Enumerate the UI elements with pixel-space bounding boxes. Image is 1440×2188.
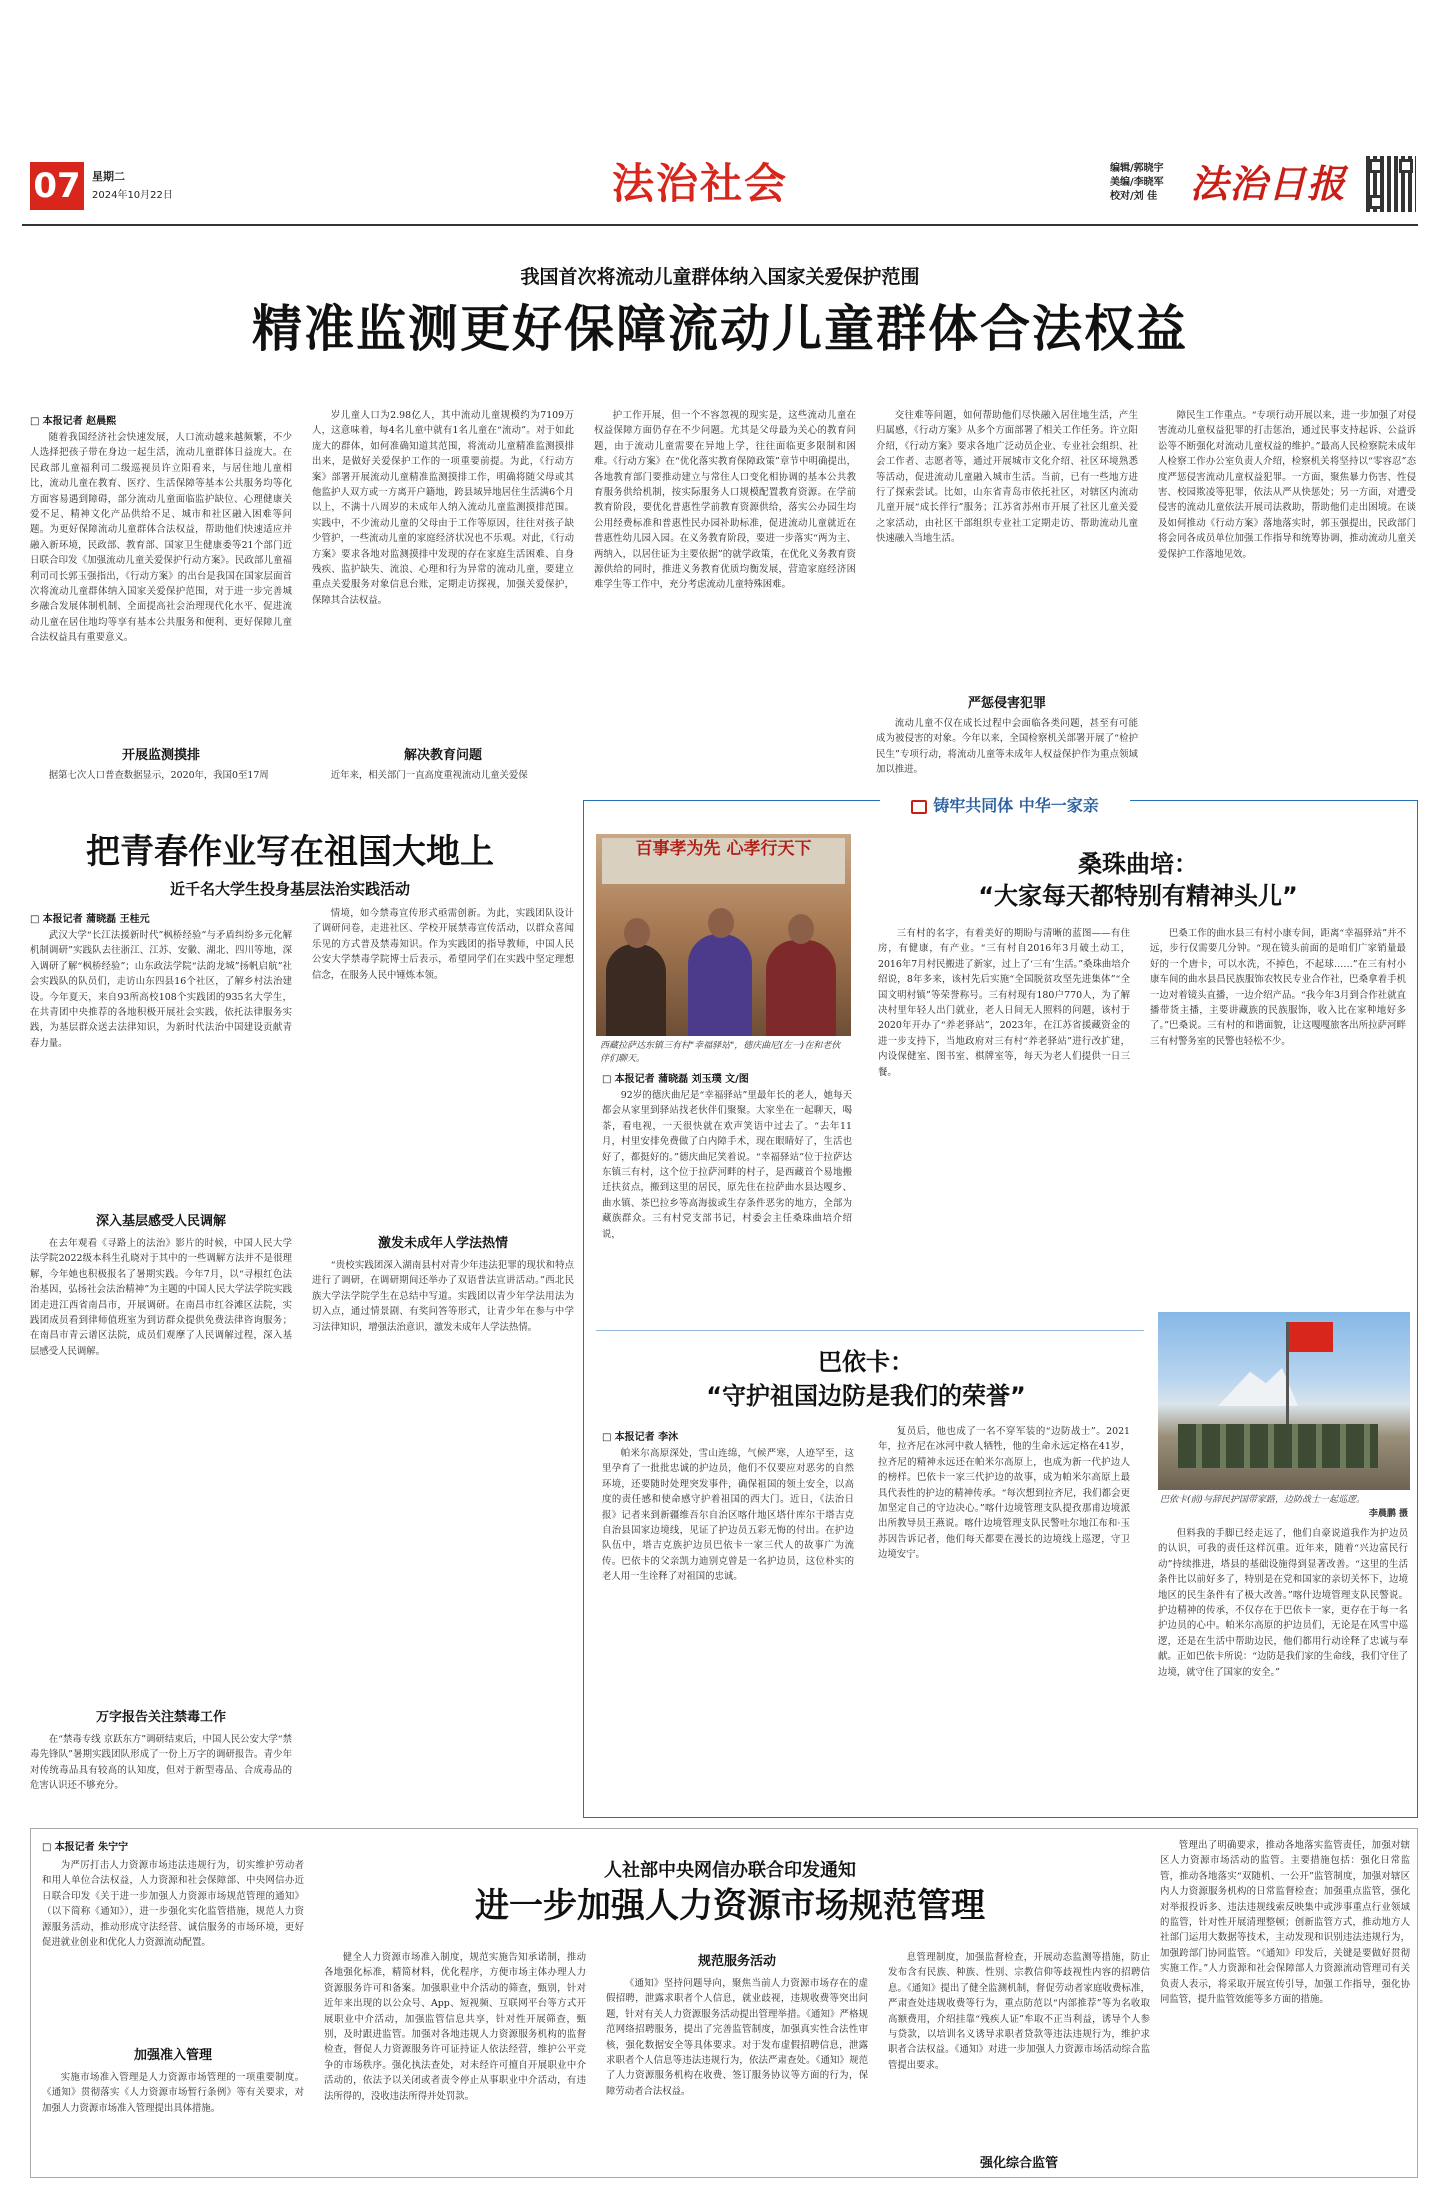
youth-subtitle: 近千名大学生投身基层法治实践活动	[169, 880, 410, 898]
masthead-rule	[22, 224, 1418, 226]
bayi-byline: □ 本报记者 李沐	[602, 1428, 678, 1443]
bayi-p2: 复员后，他也成了一名不穿军装的“边防战士”。2021年，拉齐尼在冰河中救人牺牲，他的生命永远定格在41岁，拉齐尼的精神永远还在帕米尔高原上，也成为新一代护边人的榜样。巴依卡一家三代护边的故事，成为帕米尔高原上最具代表性的护边的精神传承。“每次想到拉齐尼，我们都会更加坚定自己的守边决心。”喀什边境管理支队提孜那甫边境派出所教导员王燕说。喀什边境管理支队民警吐尔地江布和·玉苏因告诉记者，他们每天都要在漫长的边境线上巡逻，守卫边境安宁。	[878, 1426, 1130, 1561]
sang-divider	[596, 1330, 1144, 1331]
editor-line: 编辑/郭晓宇	[1110, 163, 1164, 174]
section-title: 法治社会	[612, 159, 789, 208]
sang-headline: 桑珠曲培：	[1078, 850, 1198, 878]
youth-byline: □ 本报记者 蒲晓磊 王桂元	[30, 910, 150, 925]
hr-p4: 《通知》坚持问题导向，聚焦当前人力资源市场存在的虚假招聘，泄露求职者个人信息，就业歧视，违规收费等突出问题，针对有关人力资源服务活动提出管理举措。《通知》严格规范网络招聘服务，提出了完善监管制度，加强真实性合法性审核，强化数据安全等具体要求。对于发布虚假招聘信息，泄露求职者个人信息等违法违规行为，依法严肃查处。《通知》规范了人力资源服务机构在收费、签订服务协议等方面的行为，保障劳动者合法权益。	[606, 1978, 868, 2097]
lead-byline: □ 本报记者 赵晨熙	[30, 412, 116, 427]
youth-subhead-1: 深入基层感受人民调解	[95, 1214, 226, 1229]
lead-p5: 护工作开展，但一个不容忽视的现实是，这些流动儿童在权益保障方面仍存在不少问题。尤其是父母最为关心的教育问题，由于流动儿童需要在异地上学，往往面临更多限制和困难。《行动方案》在“优化落实教育保障政策”章节中明确提出，各地教育部门要推动建立与常住人口变化相协调的基本公共教育服务供给机制，按实际服务人口规模配置教育资源。在学前教育阶段，要优化普惠性学前教育资源供给，落实公办园生均公用经费标准和普惠性民办园补助标准，促进流动儿童就近在普惠性幼儿园入园。在义务教育阶段，要进一步落实“两为主、两纳入，以居住证为主要依据”的就学政策，在优化义务教育资源供给的同时，推进义务教育优质均衡发展，营造家庭经济困难学生等工作中，充分考虑流动儿童特殊困难。	[594, 410, 856, 591]
youth-p5: “贵校实践团深入湖南县村对青少年违法犯罪的现状和特点进行了调研，在调研期间还举办了双语普法宣讲活动。”西北民族大学法学院学生在总结中写道。实践团以青少年学法用法为切入点，通过情景剧、有奖问答等形式，让青少年在参与中学习法律知识，增强法治意识，激发未成年人学法热情。	[312, 1260, 574, 1333]
proofreader-line: 校对/刘 佳	[1110, 191, 1158, 202]
bayi-p3: 但料我的手脚已经走远了，他们自豪说道我作为护边员的认识，可我的责任这样沉重。近年来，随着“兴边富民行动”持续推进，塔县的基础设施得到显著改善。“这里的生活条件比以前好多了，特别是在党和国家的亲切关怀下，边境地区的民生条件有了极大改善。”喀什边境管理支队民警说。护边精神的传承，不仅存在于巴依卡一家，更存在于每一名护边员的心中。帕米尔高原的护边员们，无论是在风雪中巡逻，还是在生活中帮助边民，他们都用行动诠释了忠诚与奉献。正如巴依卡所说：“边防是我们家的生命线，我们守住了边境，就守住了国家的安全。”	[1158, 1528, 1408, 1678]
photo-sign-board: 百事孝为先 心孝行天下	[602, 838, 845, 884]
youth-subhead-2: 万字报告关注禁毒工作	[95, 1710, 226, 1725]
lead-headline: 精准监测更好保障流动儿童群体合法权益	[252, 300, 1188, 358]
hr-p5: 息管理制度，加强监督检查，开展动态监测等措施，防止发布含有民族、种族、性别、宗教信仰等歧视性内容的招聘信息。《通知》提出了健全监测机制，督促劳动者家庭收费标准，严肃查处违规收费等行为，重点防范以“内部推荐”等为名收取高额费用，介绍挂靠“残疾人证”牟取不正当利益，诱导个人参与贷款，以培训名义诱导求职者贷款等违法违规行为，维护求职者合法权益。《通知》对进一步加强人力资源市场活动综合监管提出要求。	[888, 1952, 1150, 2071]
lead-col-2-foot	[312, 768, 574, 786]
youth-p3: 在“禁毒专线 京跃东方”调研结束后，中国人民公安大学“禁毒先锋队”暑期实践团队形成了一份上万字的调研报告。青少年对传统毒品具有较高的认知度，但对于新型毒品、合成毒品的危害认识还不够充分。	[30, 1734, 292, 1792]
photo2-caption: 巴依卡(前)与辞民护国带家路，边防战士一起巡逻。	[1160, 1495, 1366, 1505]
hr-kicker: 人社部中央网信办联合印发通知	[604, 1860, 856, 1881]
sang-col-3	[1150, 926, 1406, 1308]
lead-p8: 障民生工作重点。“专项行动开展以来，进一步加强了对侵害流动儿童权益犯罪的打击惩治，通过民事支持起诉、公益诉讼等不断强化对流动儿童权益的维护。”最高人民检察院未成年人检察工作办公室负责人介绍，检察机关将坚持以“零容忍”态度严惩侵害流动儿童权益犯罪。一方面，聚焦暴力伤害、性侵害、校园欺凌等犯罪，依法从严从快惩处；另一方面，对遭受侵害的流动儿童依法开展司法救助，帮助他们走出困境。在谈及如何推动《行动方案》落地落实时，郭玉强提出，民政部门将会同各成员单位加强工作指导和统筹协调，推动流动儿童关爱保护工作落地见效。	[1158, 410, 1416, 560]
issue-weekday: 星期二	[92, 170, 125, 183]
youth-col-2b	[312, 1258, 574, 1812]
youth-col-1	[30, 928, 292, 1198]
lead-p4: 近年来，相关部门一直高度重视流动儿童关爱保	[330, 770, 528, 781]
hr-col-5	[1160, 1838, 1410, 2172]
sang-p1: 92岁的德庆曲尼是“幸福驿站”里最年长的老人，她每天都会从家里到驿站找老伙伴们聚聚。大家坐在一起聊天，喝茶，看电视，一天很快就在欢声笑语中过去了。“去年11月，村里安排免费做了白内障手术，现在眼睛好了，生活也好了，都挺好的。”德庆曲尼笑着说。“幸福驿站”位于拉萨达东镇三有村，这个位于拉萨河畔的村子，是西藏首个易地搬迁扶贫点，搬到这里的居民，原先住在拉萨曲水县达嘎乡、曲水镇、茶巴拉乡等高海拔或生存条件恶劣的地方，全部为藏族群众。三有村党支部书记，村委会主任桑珠曲培介绍说，	[602, 1090, 852, 1240]
hr-p2: 实施市场准入管理是人力资源市场管理的一项重要制度。《通知》贯彻落实《人力资源市场暂行条例》等有关要求，对加强人力资源市场准入管理提出具体措施。	[42, 2072, 304, 2114]
sang-col-2	[878, 926, 1130, 1320]
lead-p3: 岁儿童人口为2.98亿人，其中流动儿童规模约为7109万人，这意味着，每4名儿童中就有1名儿童在“流动”。对于如此庞大的群体，如何准确知道其范围，将流动儿童精准监测摸排出来，是做好关爱保护工作的一项重要前提。为此，《行动方案》部署开展流动儿童精准监测摸排工作，明确将随父母或其他监护人双方或一方离开户籍地，跨县域异地居住生活满6个月以上，不满十八周岁的未成年人纳入流动儿童监测摸排范围。实践中，不少流动儿童的父母由于工作等原因，往往对孩子缺少管护，一些流动儿童的家庭经济状况也不乐观。对此，《行动方案》要求各地对监测摸排中发现的存在家庭生活困难、自身残疾、监护缺失、流浪、心理和行为异常的流动儿童，要建立重点关爱服务对象信息台账，定期走访探视，加强关爱保护，保障其合法权益。	[312, 410, 574, 606]
bayi-headline: 巴依卡：	[818, 1348, 914, 1376]
hr-col-4	[888, 1950, 1150, 2146]
hr-subhead-3: 强化综合监管	[979, 2156, 1058, 2171]
lead-p7: 流动儿童不仅在成长过程中会面临各类问题，甚至有可能成为被侵害的对象。今年以来，全国检察机关部署开展了“检护民生”专项行动，将流动儿童等未成年人权益保护作为重点领域加以推进。	[876, 718, 1138, 776]
youth-subhead-3: 激发未成年人学法热情	[377, 1236, 508, 1251]
sang-quote: “大家每天都特别有精神头儿”	[978, 882, 1298, 910]
photo1-caption: 西藏拉萨达东镇三有村"幸福驿站"，德庆曲尼(左一)在和老伙伴们聊天。	[600, 1041, 841, 1064]
bayi-col-1	[602, 1446, 854, 1810]
page-number-badge: 07	[30, 162, 84, 210]
hr-p3: 健全人力资源市场准入制度，规范实施告知承诺制，推动各地强化标准，精简材料，优化程序，方便市场主体办理人力资源服务许可和备案。加强职业中介活动的筛查，甄别，针对近年来出现的以公众号、App、短视频、互联网平台等方式开展职业中介活动，加强监管信息共享，针对性开展筛查，甄别，及时跟进监管。加强对各地违规人力资源服务机构的监督检查，督促人力资源服务许可证持证人依法经营，维护公平竞争的市场秩序。强化执法查处，对未经许可擅自开展职业中介活动的，依法予以关闭或者责令停止从事职业中介活动，有违法所得的，没收违法所得并处罚款。	[324, 1952, 586, 2102]
qr-code-icon	[1366, 156, 1416, 212]
hr-byline: □ 本报记者 朱宁宁	[42, 1838, 128, 1853]
hr-subhead-2: 规范服务活动	[697, 1954, 776, 1969]
newspaper-logo: 法治日报	[1190, 161, 1347, 206]
youth-col-1b	[30, 1236, 292, 1696]
issue-date: 2024年10月22日	[92, 190, 173, 201]
column-banner-text: 铸牢共同体 中华一家亲	[933, 796, 1099, 815]
lead-p2: 据第七次人口普查数据显示，2020年，我国0至17周	[48, 770, 269, 781]
hr-p1: 为严厉打击人力资源市场违法违规行为，切实维护劳动者和用人单位合法权益，人力资源和社会保障部、中央网信办近日联合印发《关于进一步加强人力资源市场规范管理的通知》（以下简称《通知》），进一步强化实化监管措施，规范人力资源服务活动，推动形成守法经营、诚信服务的市场环境，更好促进就业创业和优化人力资源流动配置。	[42, 1860, 304, 1949]
bayi-p1: 帕米尔高原深处，雪山连绵，气候严寒，人迹罕至，这里孕育了一批批忠诚的护边员，他们不仅要应对恶劣的自然环境，还要随时处理突发事件，确保祖国的领土安全，以高度的责任感和使命感守护着祖国的西大门。近日，《法治日报》记者来到新疆维吾尔自治区喀什地区塔什库尔干塔吉克自治县国家边境线，见证了护边员五彩无悔的付出。在护边队伍中，塔吉克族护边员巴依卡一家三代人的故事广为流传。巴依卡的父亲凯力迪别克曾是一名护边员，这位朴实的老人用一生诠释了对祖国的忠诚。	[602, 1448, 854, 1583]
lead-col-1	[30, 430, 292, 732]
hr-col-1	[42, 1858, 304, 2028]
lead-col-1-foot	[30, 768, 292, 786]
column-banner-icon	[911, 800, 927, 814]
masthead	[22, 152, 1418, 224]
hr-col-1b	[42, 2070, 304, 2170]
hr-subhead-1: 加强准入管理	[133, 2048, 212, 2063]
lead-kicker: 我国首次将流动儿童群体纳入国家关爱保护范围	[520, 266, 920, 288]
lead-col-2	[312, 408, 574, 728]
lead-col-4	[876, 408, 1138, 686]
bayi-col-2	[878, 1424, 1130, 1810]
lead-col-3	[594, 408, 856, 788]
sang-p2: 三有村的名字，有着美好的期盼与清晰的蓝图——有住房，有健康，有产业。“三有村自2016年3月破土动工，2016年7月村民搬进了新家，过上了‘三有’生活。”桑珠曲培介绍说，8年多来，该村先后实施“全国脱贫攻坚先进集体”“全国文明村镇”等荣誉称号。三有村现有180户770人，为了解决村里年轻人出门就业，老人日间无人照料的问题，该村于2020年开办了“养老驿站”，2023年，在江苏省援藏资金的进一步支持下，当地政府对三有村“养老驿站”进行改扩建，内设保健室、图书室、棋牌室等，每天为老人们提供一日三餐。	[878, 928, 1130, 1078]
lead-subhead-3: 严惩侵害犯罪	[967, 696, 1046, 711]
youth-headline: 把青春作业写在祖国大地上	[86, 832, 494, 872]
hr-headline: 进一步加强人力资源市场规范管理	[475, 1886, 985, 1926]
photo-border-patrol	[1158, 1312, 1410, 1490]
hr-p6: 管理出了明确要求，推动各地落实监管责任，加强对辖区人力资源市场活动的监管。主要措施包括：强化日常监管，推动各地落实“双随机、一公开”监管制度，加强对辖区内人力资源服务机构的日常监督检查；加强重点监管，强化对举报投诉多、违法违规线索反映集中或涉事重点行业领域的监管，针对性开展清理整顿；创新监管方式，推动地方人社部门运用大数据等技术，主动发现和识别违法违规行为，加强跨部门协同监管。“《通知》印发后，关键是要做好贯彻实施工作。”人力资源和社会保障部人力资源流动管理司有关负责人表示，将采取开展宣传引导，加强工作指导，强化协同监管，提升监管效能等多方面的措施。	[1160, 1840, 1410, 2006]
lead-col-5	[1158, 408, 1416, 788]
sang-p3: 巴桑工作的曲水县三有村小康专间，距离“幸福驿站”并不远，步行仅需要几分钟。“现在镜头前面的是咱们广家销量最好的一个唐卡，可以水洗，不掉色，不起球……”在三有村小康车间的曲水县昌民族服饰农牧民专业合作社，巴桑拿着手机一边对着镜头直播，一边介绍产品。“我今年3月到合作社就直播带货主播，主要讲藏族的民族服饰，收入比在家种地好多了。”巴桑说。三有村的和谐面貌，让这嘎嘎旅客出所拉萨河畔三有村警务室的民警也轻松不少。	[1150, 928, 1406, 1047]
bayi-col-3	[1158, 1526, 1408, 1810]
youth-col-1c	[30, 1732, 292, 1812]
column-banner	[880, 793, 1130, 819]
youth-p2: 在去年观看《寻路上的法治》影片的时候，中国人民大学法学院2022级本科生孔晓对于其中的一些调解方法并不是很理解，今年她也积极报名了暑期实践。今年7月，以“寻根红色法治基因，弘扬社会法治精神”为主题的中国人民大学法学院实践团走进江西省南昌市，开展调研。在南昌市红谷滩区法院，实践团成员看到律师值班室为到访群众提供免费法律咨询服务；在南昌市青云谱区法院，成员们观摩了人民调解过程，深入基层感受人民调解。	[30, 1238, 292, 1357]
flag-icon	[1289, 1322, 1333, 1352]
lead-p6: 交往难等问题，如何帮助他们尽快融入居住地生活，产生归属感，《行动方案》从多个方面部署了相关工作任务。许立阳介绍，《行动方案》要求各地广泛动员企业、专业社会组织、社会工作者、志愿者等，通过开展城市文化介绍、社区环境熟悉等活动，促进流动儿童融入城市生活。当前，已有一些地方进行了探索尝试。比如，山东省青岛市依托社区，对辖区内流动儿童开展“成长伴行”服务；江苏省苏州市开展了社区儿童关爱之家活动，由社区干部组织专业社工定期走访、帮助流动儿童快速融入当地生活。	[876, 410, 1138, 545]
editor-credits	[1110, 162, 1164, 204]
lead-subhead-2: 解决教育问题	[403, 748, 482, 763]
sang-col-1	[602, 1088, 852, 1320]
lead-col-4-foot	[876, 716, 1138, 788]
youth-col-2	[312, 906, 574, 1206]
hr-col-2	[324, 1950, 586, 2172]
youth-p4: 情境，如今禁毒宣传形式亟需创新。为此，实践团队设计了调研问卷，走进社区、学校开展禁毒宣传活动，以群众喜闻乐见的方式普及禁毒知识。作为实践团的指导教师，中国人民公安大学禁毒学院博士后表示，希望同学们在实践中坚定理想信念，在服务人民中锤炼本领。	[312, 908, 574, 981]
lead-p1: 随着我国经济社会快速发展，人口流动越来越频繁，不少人选择把孩子带在身边一起生活，流动儿童群体日益庞大。在民政部儿童福利司二级巡视员许立阳看来，与居住地儿童相比，流动儿童在教育、医疗、生活保障等基本公共服务均等化方面容易遇到障碍，部分流动儿童面临监护缺位、心理健康关爱不足、精神文化产品供给不足、城市和社区融入困难等问题。为更好保障流动儿童群体合法权益，帮助他们快速适应并融入新环境，民政部、教育部、国家卫生健康委等21个部门近日联合印发《加强流动儿童关爱保护行动方案》。民政部儿童福利司司长郭玉强指出，《行动方案》的出台是我国在国家层面首次将流动儿童群体纳入国家关爱保护范围，对于进一步完善城乡融合发展体制机制、全面提高社会治理现代化水平、促进流动儿童在居住地均等享有基本公共服务和便利、更好保障儿童合法权益具有重要意义。	[30, 432, 292, 644]
photo2-credit: 李晨鹏 摄	[1368, 1509, 1408, 1519]
lead-subhead-1: 开展监测摸排	[121, 748, 200, 763]
sang-byline: □ 本报记者 蒲晓磊 刘玉璞 文/图	[602, 1070, 749, 1085]
hr-col-3	[606, 1976, 868, 2172]
photo-elders-station	[596, 834, 851, 1036]
art-editor-line: 美编/李晓军	[1110, 177, 1164, 188]
bayi-quote: “守护祖国边防是我们的荣誉”	[706, 1382, 1026, 1410]
youth-p1: 武汉大学“长江法援新时代”枫桥经验”与矛盾纠纷多元化解机制调研”实践队去往浙江、江苏、安徽、湖北、四川等地，深入调研了解“枫桥经验”；山东政法学院“法韵龙城”扬帆启航”社会实践队的队员们，走访山东四县16个社区，了解乡村法治建设。今年夏天，来自93所高校108个实践团的935名大学生，在共青团中央推荐的各地积极开展社会实践，依托法律服务实践，为基层群众送去法律知识，为新时代法治中国建设贡献青春力量。	[30, 930, 292, 1049]
